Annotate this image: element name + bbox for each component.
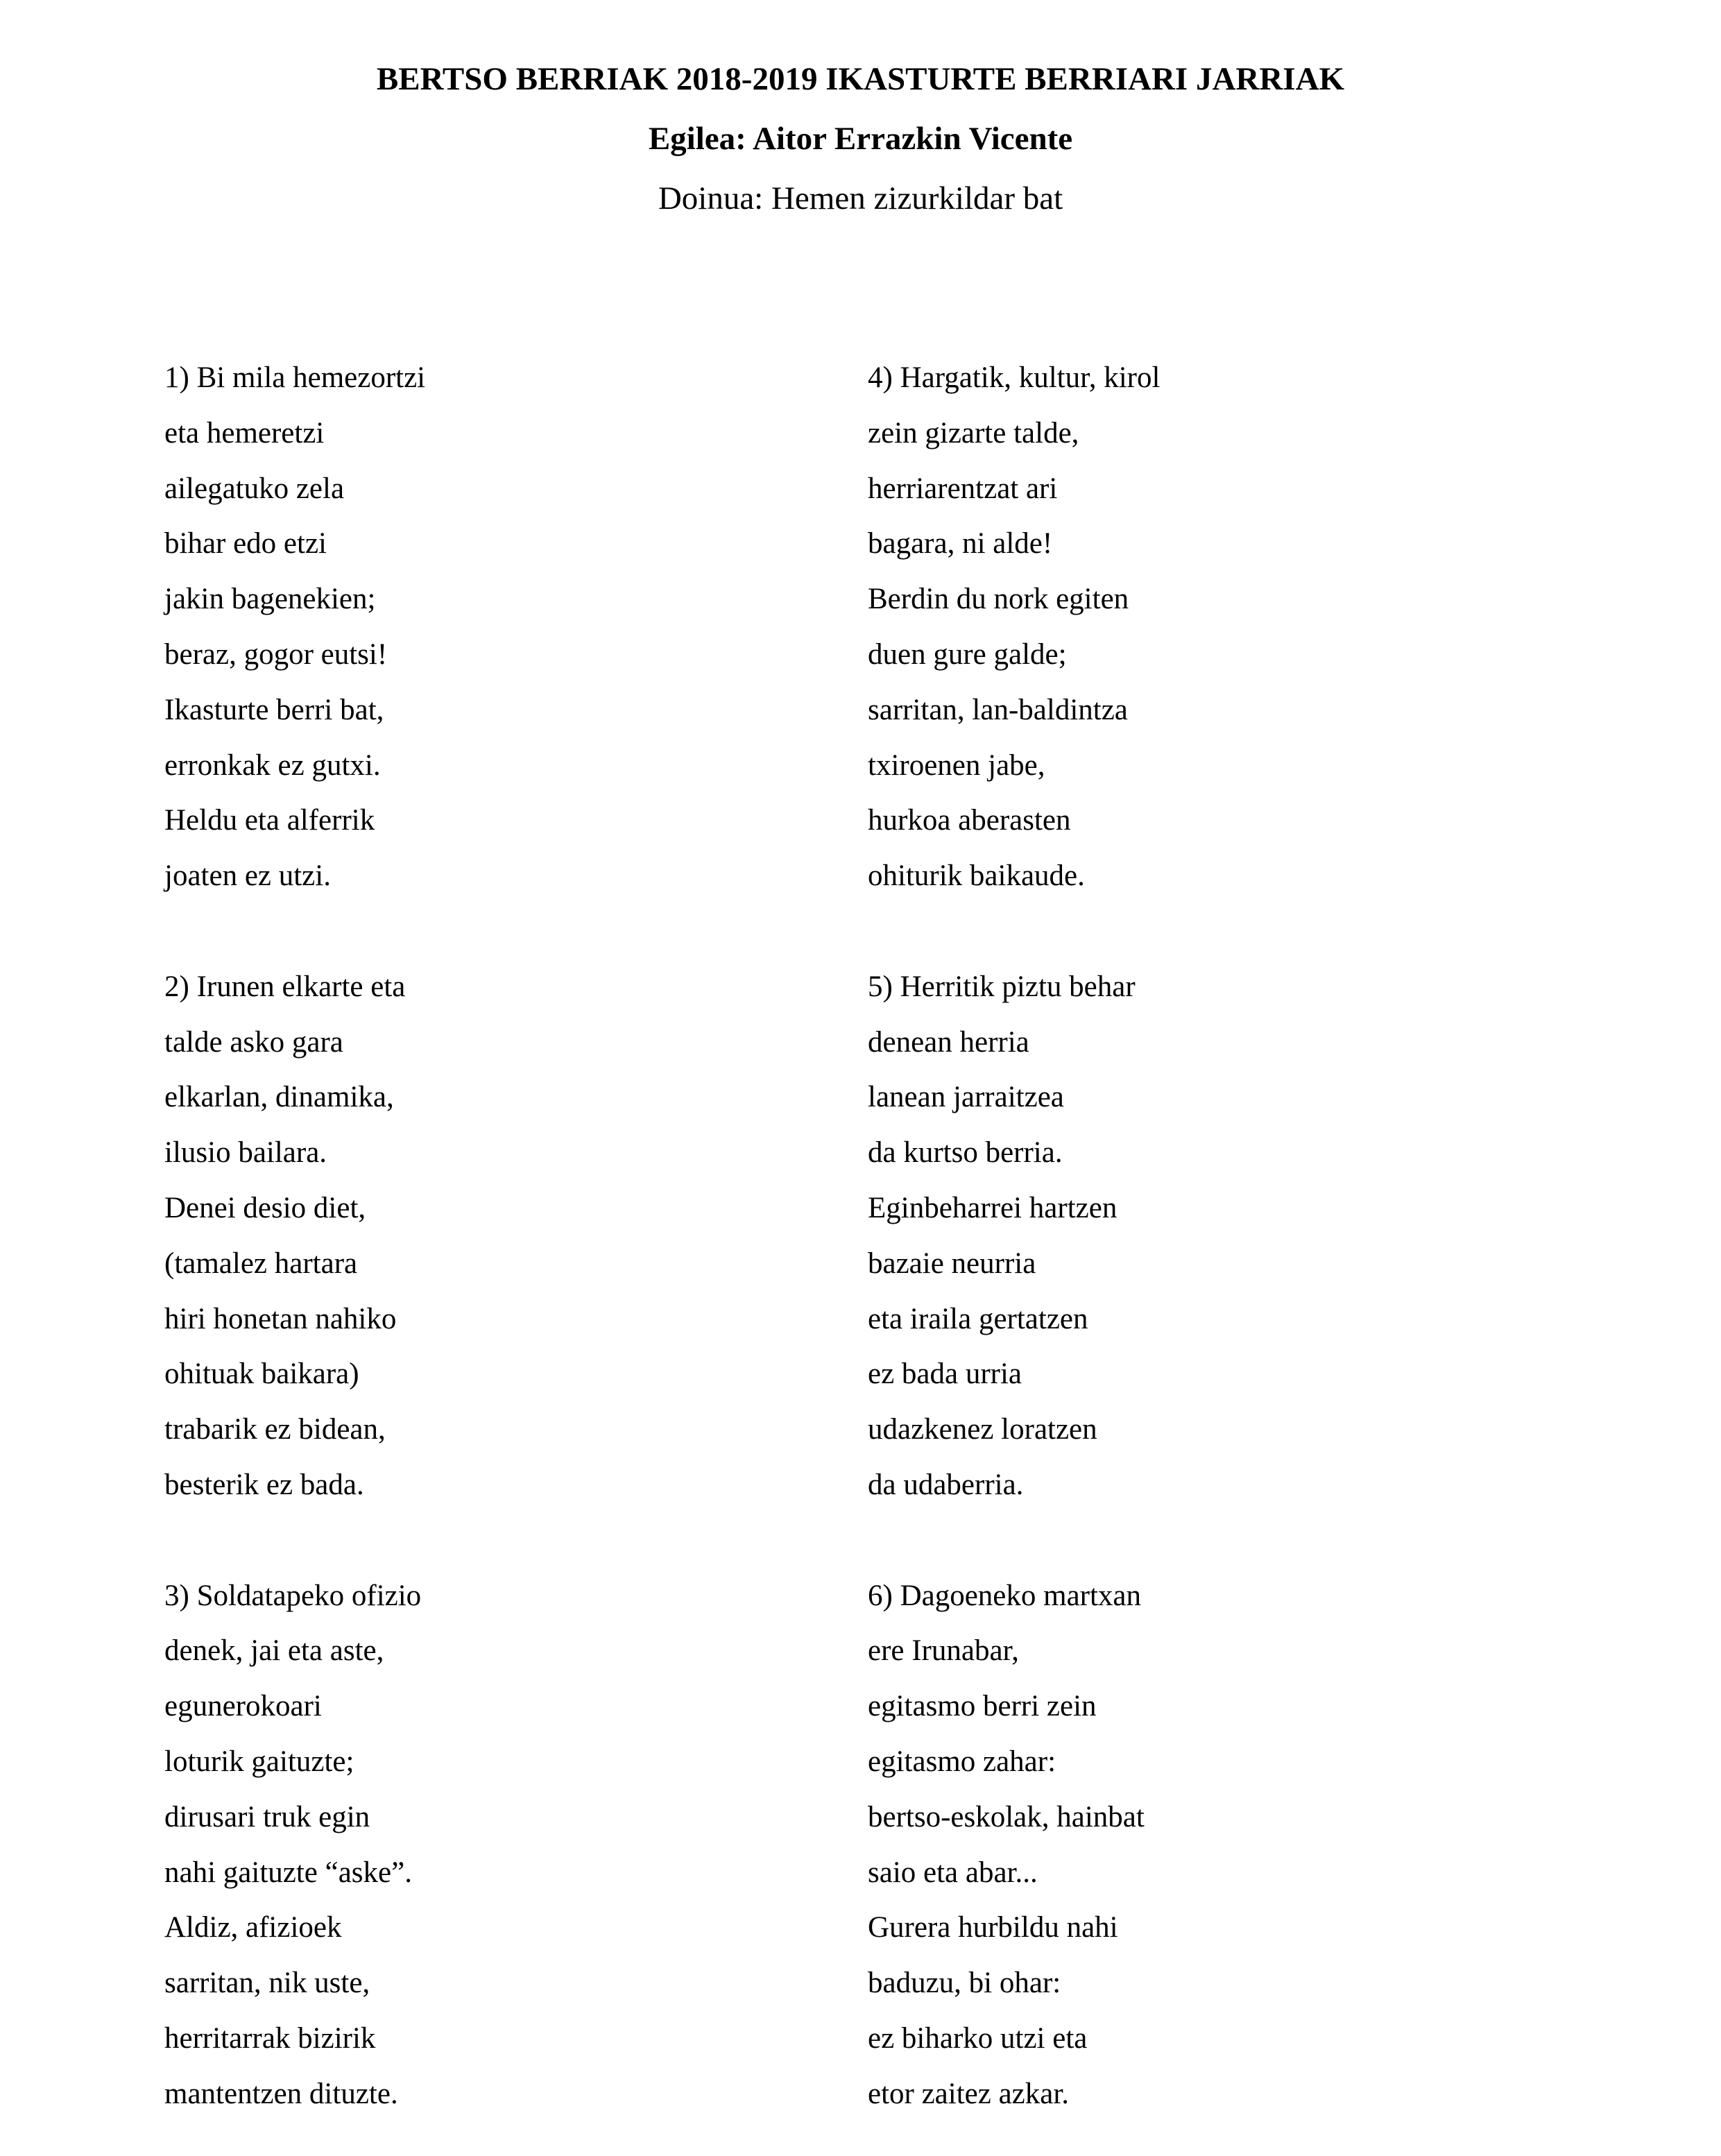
verse-line: herritarrak bizirik	[164, 2021, 376, 2055]
verse-line: da udaberria.	[868, 1468, 1024, 1501]
verse-line: denean herria	[868, 1025, 1029, 1059]
verse-line: bihar edo etzi	[164, 527, 327, 561]
verse-line: hurkoa aberasten	[868, 804, 1071, 837]
verse-line: ez bada urria	[868, 1358, 1022, 1391]
verse-line: sarritan, nik uste,	[164, 1967, 370, 2000]
verse-line: 1) Bi mila hemezortzi	[164, 361, 426, 394]
verse-line: Gurera hurbildu nahi	[868, 1911, 1118, 1944]
document-title: BERTSO BERRIAK 2018-2019 IKASTURTE BERRIARI JARRIAK	[376, 61, 1345, 97]
stanza-spacer	[868, 904, 1561, 959]
verse-line: da kurtso berria.	[868, 1136, 1063, 1170]
right-column	[868, 350, 1561, 2122]
verse-line: loturik gaituzte;	[164, 1745, 354, 1778]
verse-line: sarritan, lan-baldintza	[868, 693, 1128, 726]
verse-line: ilusio bailara.	[164, 1136, 327, 1170]
verse-line: ohituak baikara)	[164, 1358, 359, 1391]
verse-line: egunerokoari	[164, 1690, 322, 1723]
verse-line: eta iraila gertatzen	[868, 1302, 1088, 1335]
verse-line: dirusari truk egin	[164, 1800, 370, 1833]
verse-line: txiroenen jabe,	[868, 748, 1045, 782]
stanza-spacer	[868, 1513, 1561, 1568]
verse-line: nahi gaituzte “aske”.	[164, 1856, 412, 1889]
stanza-spacer	[164, 904, 858, 959]
left-column	[164, 350, 858, 2122]
document-tune: Doinua: Hemen zizurkildar bat	[658, 180, 1063, 216]
verse-line: 3) Soldatapeko ofizio	[164, 1579, 422, 1612]
verse-line: 2) Irunen elkarte eta	[164, 970, 406, 1003]
stanza-5	[868, 959, 1561, 1513]
verse-line: 5) Herritik piztu behar	[868, 970, 1136, 1003]
verse-line: trabarik ez bidean,	[164, 1413, 386, 1446]
verse-line: Heldu eta alferrik	[164, 804, 375, 837]
stanza-4	[868, 350, 1561, 904]
verse-line: (tamalez hartara	[164, 1247, 358, 1280]
document-author: Egilea: Aitor Errazkin Vicente	[648, 121, 1073, 157]
verse-line: bertso-eskolak, hainbat	[868, 1800, 1145, 1833]
verse-line: talde asko gara	[164, 1025, 343, 1059]
verse-line: jakin bagenekien;	[164, 583, 376, 616]
verse-line: Berdin du nork egiten	[868, 583, 1129, 616]
verse-line: bagara, ni alde!	[868, 527, 1053, 561]
verse-line: egitasmo zahar:	[868, 1745, 1056, 1778]
verse-line: erronkak ez gutxi.	[164, 748, 381, 782]
verse-line: Denei desio diet,	[164, 1191, 366, 1224]
stanza-3	[164, 1568, 858, 2122]
verse-line: lanean jarraitzea	[868, 1081, 1064, 1114]
verse-line: ohiturik baikaude.	[868, 859, 1085, 893]
verse-line: ere Irunabar,	[868, 1634, 1019, 1668]
verse-line: 6) Dagoeneko martxan	[868, 1579, 1142, 1612]
stanza-6	[868, 1568, 1561, 2122]
verse-line: saio eta abar...	[868, 1856, 1038, 1889]
verse-line: bazaie neurria	[868, 1247, 1036, 1280]
verse-line: eta hemeretzi	[164, 416, 325, 450]
stanza-2	[164, 959, 858, 1513]
stanza-spacer	[164, 1513, 858, 1568]
verse-line: herriarentzat ari	[868, 472, 1058, 505]
stanza-1	[164, 350, 858, 904]
verse-line: Eginbeharrei hartzen	[868, 1191, 1118, 1224]
verse-line: egitasmo berri zein	[868, 1690, 1097, 1723]
verse-line: baduzu, bi ohar:	[868, 1967, 1061, 2000]
verse-line: ez biharko utzi eta	[868, 2021, 1088, 2055]
verse-line: hiri honetan nahiko	[164, 1302, 397, 1335]
verse-line: elkarlan, dinamika,	[164, 1081, 394, 1114]
verse-line: Ikasturte berri bat,	[164, 693, 384, 726]
verse-line: joaten ez utzi.	[164, 859, 331, 893]
verse-line: duen gure galde;	[868, 638, 1067, 671]
verse-line: beraz, gogor eutsi!	[164, 638, 388, 671]
verse-line: mantentzen dituzte.	[164, 2077, 398, 2110]
verse-line: denek, jai eta aste,	[164, 1634, 384, 1668]
verse-line: udazkenez loratzen	[868, 1413, 1097, 1446]
verse-line: 4) Hargatik, kultur, kirol	[868, 361, 1161, 394]
verse-line: ailegatuko zela	[164, 472, 345, 505]
verse-line: etor zaitez azkar.	[868, 2077, 1070, 2110]
verse-line: zein gizarte talde,	[868, 416, 1079, 450]
verse-line: besterik ez bada.	[164, 1468, 364, 1501]
verse-line: Aldiz, afizioek	[164, 1911, 342, 1944]
